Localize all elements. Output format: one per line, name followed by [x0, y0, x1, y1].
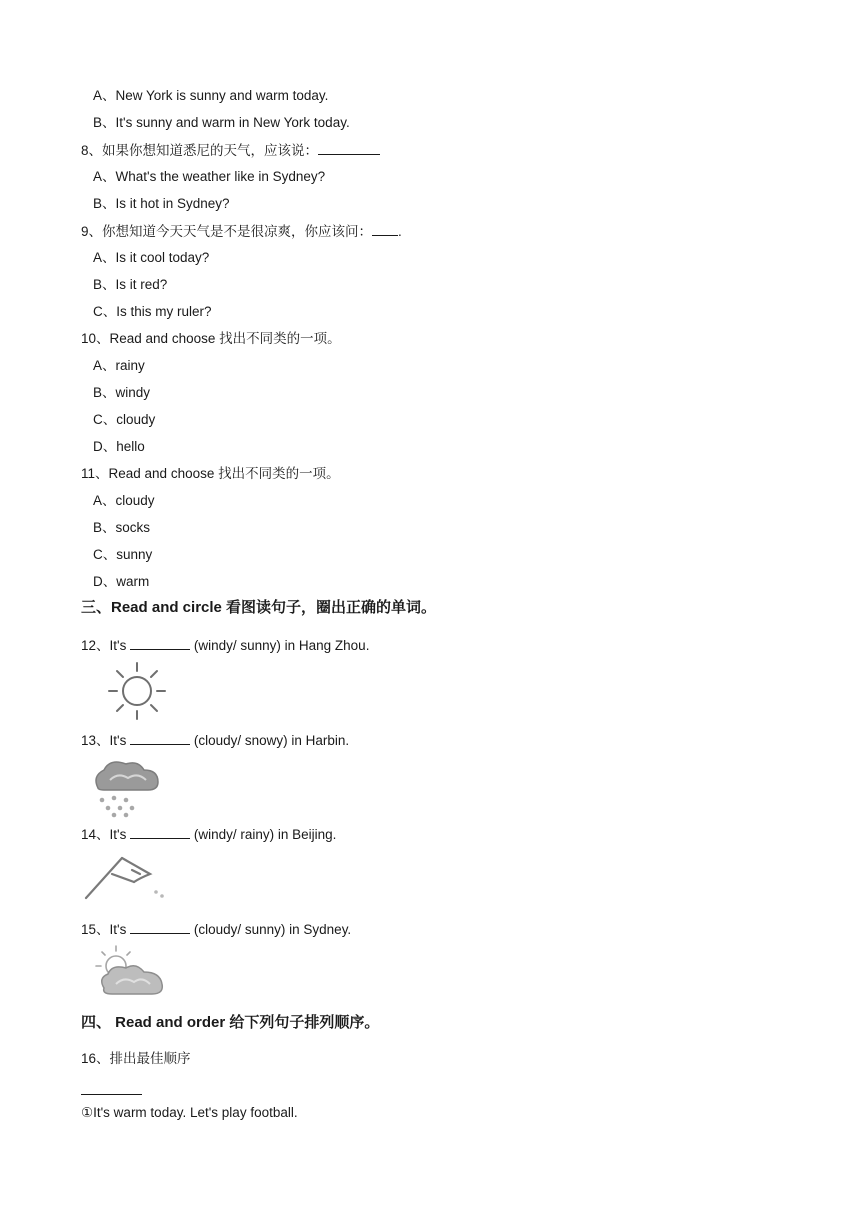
- question-13: [81, 731, 349, 750]
- question-9-text: 9、你想知道今天天气是不是很凉爽，你应该问：: [81, 224, 373, 239]
- question-13-post: (cloudy/ snowy) in Harbin.: [190, 733, 350, 748]
- answer-blank: [130, 636, 190, 650]
- q9-option-a: A、Is it cool today?: [93, 250, 210, 265]
- q11-option-d: D、warm: [93, 574, 150, 589]
- answer-blank: [130, 731, 190, 745]
- sun-cloud-icon: [80, 944, 180, 1002]
- sun-icon: [80, 660, 180, 722]
- answer-blank: [130, 920, 190, 934]
- question-12: [81, 636, 369, 655]
- q11-option-a: A、cloudy: [93, 493, 155, 508]
- question-15: [81, 920, 351, 939]
- q8-option-a: A、What's the weather like in Sydney?: [93, 169, 326, 184]
- question-9-tail: .: [398, 224, 402, 239]
- question-14-pre: 14、It's: [81, 827, 131, 842]
- q10-option-a: A、rainy: [93, 358, 145, 373]
- q11-option-b: B、socks: [93, 520, 151, 535]
- q16-sentence-1: ①It's warm today. Let's play football.: [81, 1105, 298, 1120]
- q11-option-c: C、sunny: [93, 547, 153, 562]
- q8-option-b: B、Is it hot in Sydney?: [93, 196, 230, 211]
- question-12-post: (windy/ sunny) in Hang Zhou.: [190, 638, 370, 653]
- question-9: [81, 222, 402, 241]
- question-8: [81, 141, 380, 160]
- q9-option-c: C、Is this my ruler?: [93, 304, 212, 319]
- answer-blank: [81, 1094, 142, 1095]
- wind-flag-icon: [80, 852, 180, 904]
- question-15-post: (cloudy/ sunny) in Sydney.: [190, 922, 352, 937]
- q10-option-c: C、cloudy: [93, 412, 156, 427]
- question-10: 10、Read and choose 找出不同类的一项。: [81, 331, 341, 346]
- answer-blank: [130, 825, 190, 839]
- q9-option-b: B、Is it red?: [93, 277, 168, 292]
- question-14: [81, 825, 336, 844]
- answer-blank: [318, 141, 380, 155]
- question-14-post: (windy/ rainy) in Beijing.: [190, 827, 337, 842]
- question-12-pre: 12、It's: [81, 638, 131, 653]
- q7-option-a: A、New York is sunny and warm today.: [93, 88, 329, 103]
- q10-option-b: B、windy: [93, 385, 151, 400]
- question-11: 11、Read and choose 找出不同类的一项。: [81, 466, 340, 481]
- snow-cloud-icon: [80, 756, 180, 818]
- q10-option-d: D、hello: [93, 439, 145, 454]
- q7-option-b: B、It's sunny and warm in New York today.: [93, 115, 350, 130]
- question-13-pre: 13、It's: [81, 733, 131, 748]
- answer-blank: [372, 222, 398, 236]
- section-4-heading: 四、 Read and order 给下列句子排列顺序。: [81, 1014, 380, 1031]
- question-16: 16、排出最佳顺序: [81, 1051, 191, 1066]
- question-15-pre: 15、It's: [81, 922, 131, 937]
- section-3-heading: 三、Read and circle 看图读句子，圈出正确的单词。: [81, 599, 437, 616]
- question-8-text: 8、如果你想知道悉尼的天气，应该说：: [81, 143, 319, 158]
